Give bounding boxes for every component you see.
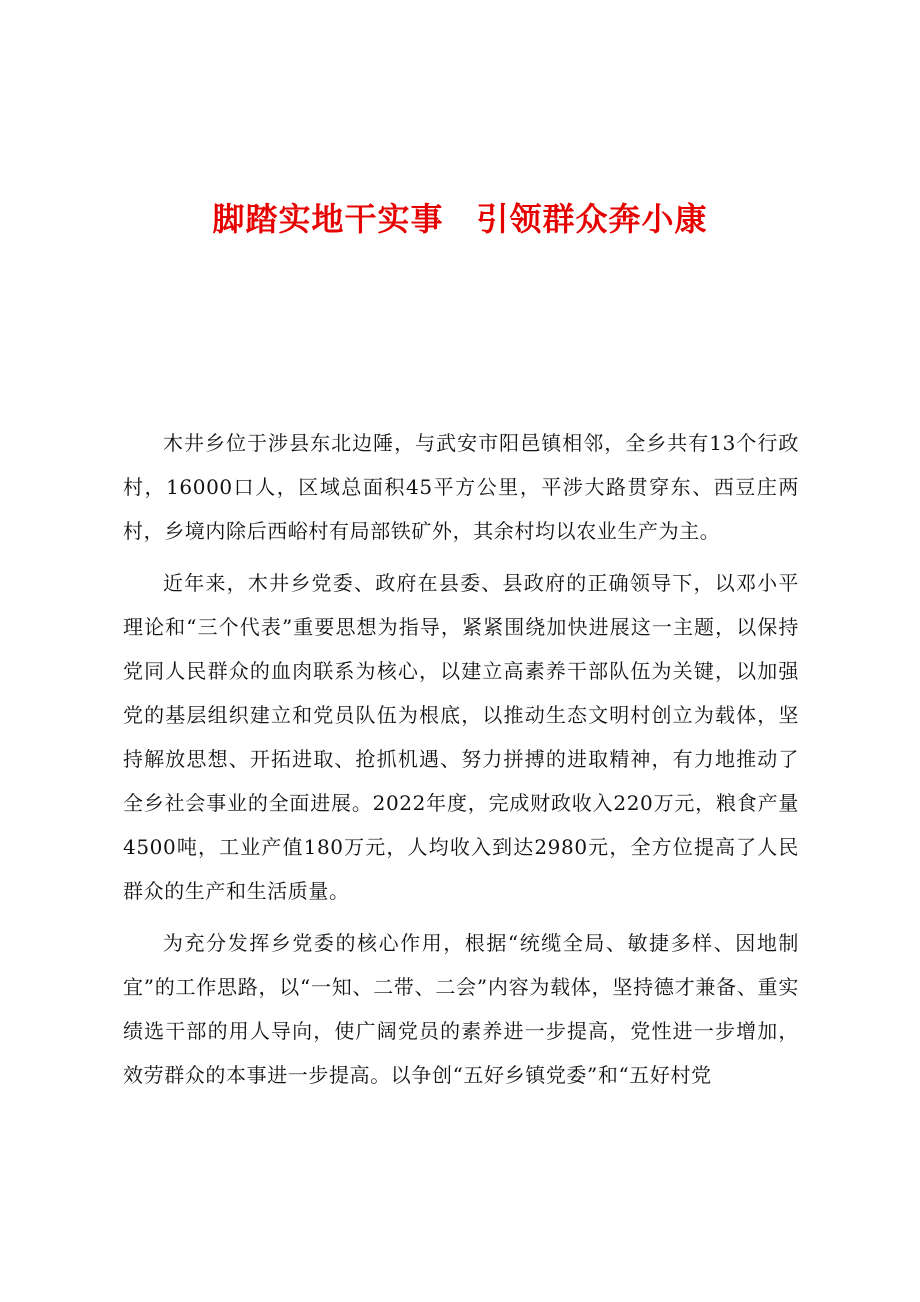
paragraph-1: 木井乡位于涉县东北边陲，与武安市阳邑镇相邻，全乡共有13个行政村，16000口人，区域总面积45平方公里，平涉大路贯穿东、西豆庄两村，乡境内除后西峪村有局部铁矿外，其余村均以农业生产为主。	[123, 431, 799, 543]
paragraph-2: 近年来，木井乡党委、政府在县委、县政府的正确领导下，以邓小平理论和“三个代表”重要思想为指导，紧紧围绕加快进展这一主题，以保持党同人民群众的血肉联系为核心，以建立高素养干部队伍为关键，以加强党的基层组织建立和党员队伍为根底，以推动生态文明村创立为载体，坚持解放思想、开拓进取、抢抓机遇、努力拼搏的进取精神，有力地推动了全乡社会事业的全面进展。2022年度，完成财政收入220万元，粮食产量4500吨，工业产值180万元，人均收入到达2980元，全方位提高了人民群众的生产和生活质量。	[123, 571, 799, 903]
document-title: 脚踏实地干实事 引领群众奔小康	[212, 200, 708, 238]
document-body	[123, 421, 799, 1097]
paragraph-3: 为充分发挥乡党委的核心作用，根据“统缆全局、敏捷多样、因地制宜”的工作思路，以“一知、二带、二会”内容为载体，坚持德才兼备、重实绩选干部的用人导向，使广阔党员的素养进一步提高，党性进一步增加，效劳群众的本事进一步提高。以争创“五好乡镇党委”和“五好村党	[123, 931, 799, 1087]
